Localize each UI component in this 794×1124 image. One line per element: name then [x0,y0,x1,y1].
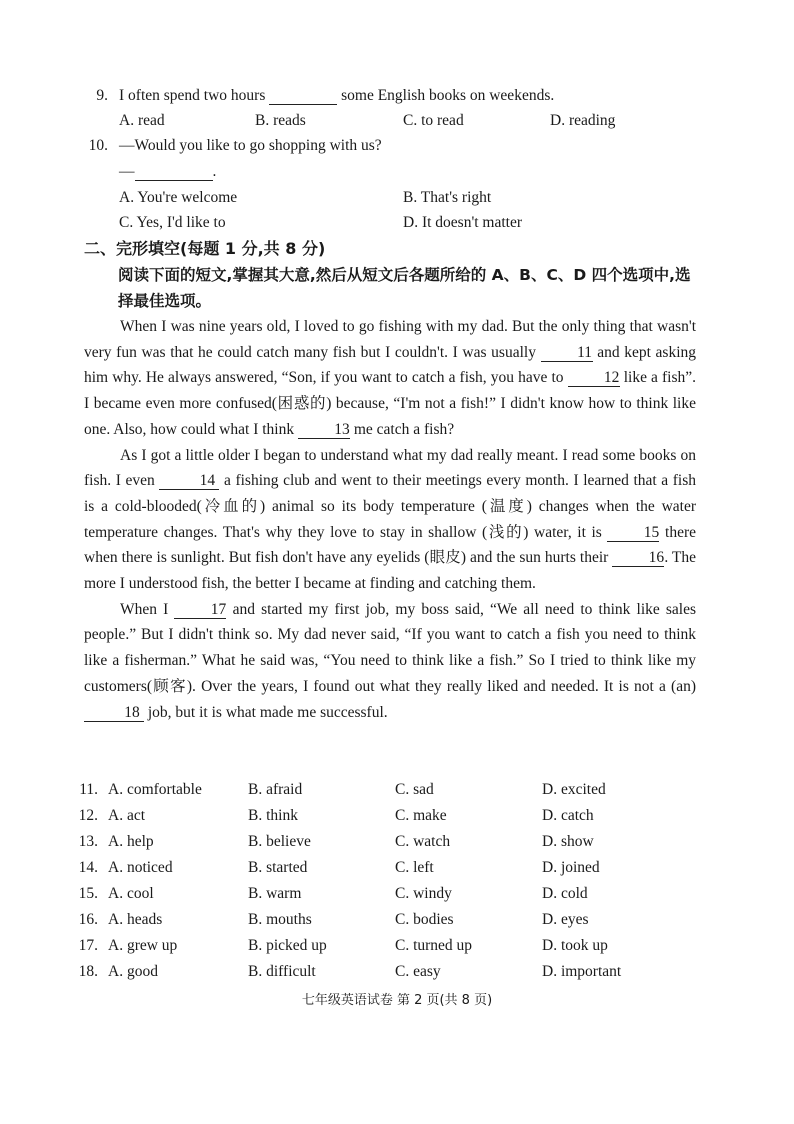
reply-line [119,162,216,182]
blank-11: 11 [541,344,593,362]
choice-d: D. catch [542,807,594,824]
choice-d: D. took up [542,937,608,954]
choice-b: B. think [248,807,298,824]
choice-c: C. watch [395,833,451,850]
reply-prefix: — [119,163,135,180]
option-a: A. You're welcome [119,189,238,206]
choice-c: C. turned up [395,937,473,954]
page-footer: 七年级英语试卷 第 2 页(共 8 页) [301,993,493,1008]
choice-b: B. believe [248,833,311,850]
choice-c: C. make [395,807,447,824]
section-title: 二、完形填空(每题 1 分,共 8 分) [84,239,326,258]
choice-b: B. started [248,859,308,876]
choice-d: D. important [542,963,622,980]
paragraph-3: When I 17 and started my first job, my boss said, “We all need to think like sales people.” But I didn't think so. My dad never said, “If you want to catch a fish you need to think like a fisherman.” What he said was, “You need to think like a fish.” So I tried to think like my customers(顾客). Over the years, I found out what they really liked and needed. It is not a (an) 18 job, but it is what made me successful. [84,600,697,721]
choice-number: 18. [78,963,98,980]
question-stem: —Would you like to go shopping with us? [119,137,382,154]
option-a: A. read [119,112,165,129]
choice-c: C. easy [395,963,441,980]
choice-a: A. noticed [108,859,173,876]
choice-a: A. good [108,963,158,980]
choice-number: 12. [78,807,98,824]
choice-d: D. joined [542,859,600,876]
choice-b: B. afraid [248,781,303,798]
question-stem [119,86,554,106]
choice-a: A. comfortable [108,781,202,798]
blank-15: 15 [607,524,659,542]
choice-a: A. heads [108,911,163,928]
blank-12: 12 [568,369,620,387]
choice-a: A. grew up [108,937,178,954]
blank-18: 18 [84,704,144,722]
reply-suffix: . [212,163,217,180]
cloze-passage [84,314,696,725]
choice-b: B. warm [248,885,302,902]
paragraph-2: As I got a little older I began to understand what my dad really meant. I read some books on fish. I even 14 a fishing club and went to their meetings every month. I learned that a fish is a cold-blooded(冷血的) animal so its body temperature (温度) changes when the water temperature changes. That's why they love to stay in shallow (浅的) water, it is 15 there when there is sunlight. But fish don't have any eyelids (眼皮) and the sun hurts their 16. The more I understood fish, the better I became at finding and catching them. [84,446,697,593]
choice-c: C. bodies [395,911,454,928]
choice-d: D. show [542,833,594,850]
choice-b: B. picked up [248,937,327,954]
choice-number: 15. [78,885,98,902]
answer-blank [135,163,213,181]
blank-13: 13 [298,421,350,439]
choice-a: A. cool [108,885,154,902]
choice-b: B. difficult [248,963,316,980]
choice-a: A. act [108,807,146,824]
choice-number: 13. [78,833,98,850]
choice-c: C. windy [395,885,452,902]
question-number: 9. [96,87,108,104]
answer-blank [269,87,337,105]
option-b: B. That's right [403,189,492,206]
stem-after: some English books on weekends. [341,87,555,104]
option-d: D. reading [550,112,616,129]
choice-d: D. excited [542,781,606,798]
choice-c: C. sad [395,781,434,798]
blank-16: 16 [612,549,664,567]
option-c: C. Yes, I'd like to [119,214,226,231]
choice-c: C. left [395,859,434,876]
choice-d: D. eyes [542,911,589,928]
choice-number: 17. [78,937,98,954]
option-d: D. It doesn't matter [403,214,523,231]
question-number: 10. [88,137,108,154]
choice-number: 14. [78,859,98,876]
choice-number: 11. [79,781,98,798]
choice-number: 16. [78,911,98,928]
option-b: B. reads [255,112,306,129]
choice-a: A. help [108,833,154,850]
choice-d: D. cold [542,885,588,902]
option-c: C. to read [403,112,464,129]
section-instruction: 阅读下面的短文,掌握其大意,然后从短文后各题所给的 A、B、C、D 四个选项中,选择最佳选项。 [118,266,691,310]
stem-before: I often spend two hours [119,87,266,104]
paragraph-1: When I was nine years old, I loved to go fishing with my dad. But the only thing that wasn't very fun was that he could catch many fish but I couldn't. I was usually 11 and kept asking him why. He always answered, “Son, if you want to catch a fish, you have to 12 like a fish”. I became even more confused(困惑的) because, “I'm not a fish!” I didn't know how to think like one. Also, how could what I think 13 me catch a fish? [84,318,697,438]
choice-b: B. mouths [248,911,312,928]
blank-14: 14 [159,472,219,490]
blank-17: 17 [174,601,226,619]
